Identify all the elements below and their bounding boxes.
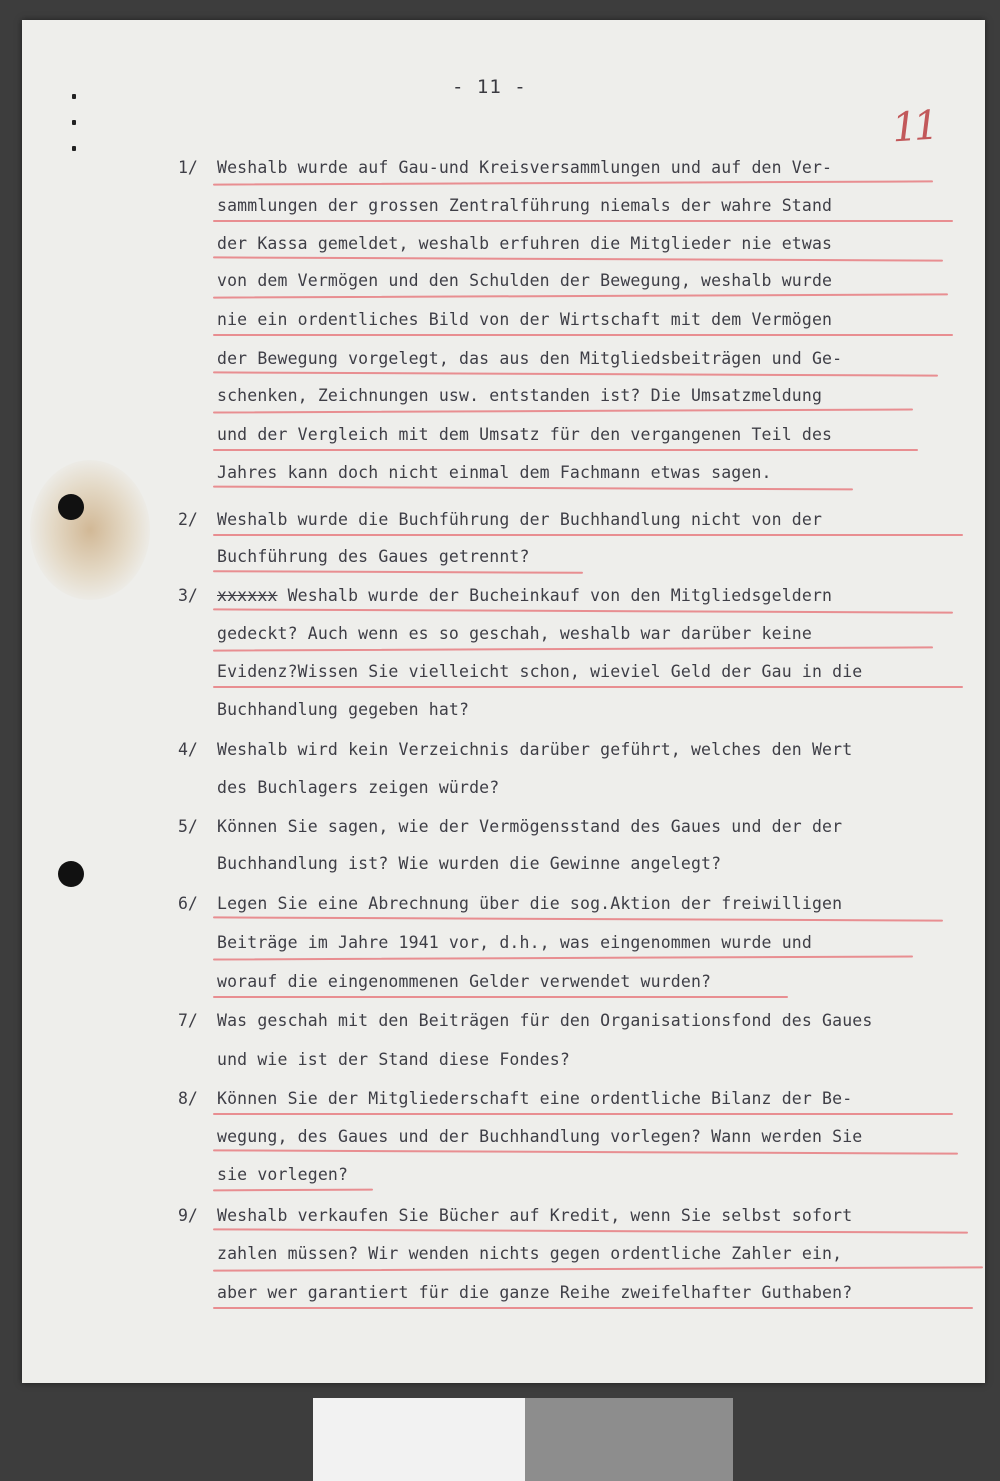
handwritten-page-number: 11 xyxy=(890,102,937,152)
question-text-line: Weshalb wird kein Verzeichnis darüber geführt, welches den Wert xyxy=(217,740,853,759)
red-pencil-underline xyxy=(213,534,963,536)
question-text-line: Was geschah mit den Beiträgen für den Organisationsfond des Gaues xyxy=(217,1011,873,1030)
question-text-line: von dem Vermögen und den Schulden der Bewegung, weshalb wurde xyxy=(217,271,833,290)
question-text-line: Können Sie sagen, wie der Vermögensstand des Gaues und der der xyxy=(217,817,843,836)
item-number: 4/ xyxy=(178,740,198,759)
question-text-line: sammlungen der grossen Zentralführung niemals der wahre Stand xyxy=(217,196,833,215)
question-text-line: Buchführung des Gaues getrennt? xyxy=(217,547,530,566)
red-pencil-underline xyxy=(213,293,948,298)
red-pencil-underline xyxy=(213,686,963,688)
item-number: 1/ xyxy=(178,158,198,177)
item-number: 9/ xyxy=(178,1206,198,1225)
red-pencil-underline xyxy=(213,180,933,185)
typewritten-page xyxy=(22,20,985,1383)
red-pencil-underline xyxy=(213,371,938,376)
question-text-line: Buchhandlung gegeben hat? xyxy=(217,700,470,719)
rust-stain xyxy=(30,460,150,600)
red-pencil-underline xyxy=(213,1307,973,1309)
red-pencil-underline xyxy=(213,955,913,960)
question-text-line: gedeckt? Auch wenn es so geschah, weshalb war darüber keine xyxy=(217,624,812,643)
item-number: 8/ xyxy=(178,1089,198,1108)
question-text-line: der Bewegung vorgelegt, das aus den Mitgliedsbeiträgen und Ge- xyxy=(217,349,843,368)
question-text-line: und wie ist der Stand diese Fondes? xyxy=(217,1050,570,1069)
red-pencil-underline xyxy=(213,608,953,613)
item-number: 5/ xyxy=(178,817,198,836)
question-text-line: Evidenz?Wissen Sie vielleicht schon, wieviel Geld der Gau in die xyxy=(217,662,863,681)
red-pencil-underline xyxy=(213,1189,373,1192)
question-text-line: Weshalb wurde auf Gau-und Kreisversammlungen und auf den Ver- xyxy=(217,158,833,177)
binder-mark xyxy=(72,120,76,125)
red-pencil-underline xyxy=(213,570,583,574)
red-pencil-underline xyxy=(213,1228,968,1233)
binder-mark xyxy=(72,146,76,151)
binder-mark xyxy=(72,94,76,99)
item-number: 2/ xyxy=(178,510,198,529)
red-pencil-underline xyxy=(213,646,933,651)
red-pencil-underline xyxy=(213,486,853,491)
question-text-line: wegung, des Gaues und der Buchhandlung vorlegen? Wann werden Sie xyxy=(217,1127,863,1146)
red-pencil-underline xyxy=(213,408,913,413)
question-text-line: zahlen müssen? Wir wenden nichts gegen ordentliche Zahler ein, xyxy=(217,1244,843,1263)
red-pencil-underline xyxy=(213,256,943,261)
question-text-line: Weshalb wurde die Buchführung der Buchhandlung nicht von der xyxy=(217,510,823,529)
question-text-line: Beiträge im Jahre 1941 vor, d.h., was eingenommen wurde und xyxy=(217,933,812,952)
item-number: 7/ xyxy=(178,1011,198,1030)
red-pencil-underline xyxy=(213,334,953,336)
question-text-line: Können Sie der Mitgliederschaft eine ordentliche Bilanz der Be- xyxy=(217,1089,853,1108)
question-text-line: des Buchlagers zeigen würde? xyxy=(217,778,500,797)
calibration-card-gray xyxy=(525,1398,733,1481)
red-pencil-underline xyxy=(213,1113,953,1115)
red-pencil-underline xyxy=(213,220,953,222)
question-text-line: und der Vergleich mit dem Umsatz für den vergangenen Teil des xyxy=(217,425,833,444)
question-text-line: aber wer garantiert für die ganze Reihe zweifelhafter Guthaben? xyxy=(217,1283,853,1302)
punch-hole-bottom xyxy=(58,861,84,887)
red-pencil-underline xyxy=(213,1266,983,1271)
question-text-line: Jahres kann doch nicht einmal dem Fachmann etwas sagen. xyxy=(217,463,772,482)
red-pencil-underline xyxy=(213,916,943,921)
question-text-line xyxy=(217,586,832,605)
item-number: 3/ xyxy=(178,586,198,605)
red-pencil-underline xyxy=(213,1149,958,1154)
question-text-line: schenken, Zeichnungen usw. entstanden ist? Die Umsatzmeldung xyxy=(217,386,823,405)
red-pencil-underline xyxy=(213,996,788,998)
page-number: - 11 - xyxy=(452,76,527,98)
question-text-line: worauf die eingenommenen Gelder verwendet wurden? xyxy=(217,972,712,991)
question-text-line: Weshalb verkaufen Sie Bücher auf Kredit, wenn Sie selbst sofort xyxy=(217,1206,853,1225)
question-text-line: nie ein ordentliches Bild von der Wirtschaft mit dem Vermögen xyxy=(217,310,833,329)
item-number: 6/ xyxy=(178,894,198,913)
question-text-line: Legen Sie eine Abrechnung über die sog.Aktion der freiwilligen xyxy=(217,894,843,913)
calibration-card-white xyxy=(313,1398,525,1481)
struck-out-text: xxxxxx xyxy=(217,586,278,605)
question-text: Weshalb wurde der Bucheinkauf von den Mitgliedsgeldern xyxy=(277,586,833,605)
question-text-line: Buchhandlung ist? Wie wurden die Gewinne angelegt? xyxy=(217,854,722,873)
punch-hole-top xyxy=(58,494,84,520)
red-pencil-underline xyxy=(213,449,918,451)
question-text-line: sie vorlegen? xyxy=(217,1165,349,1184)
question-text-line: der Kassa gemeldet, weshalb erfuhren die Mitglieder nie etwas xyxy=(217,234,833,253)
